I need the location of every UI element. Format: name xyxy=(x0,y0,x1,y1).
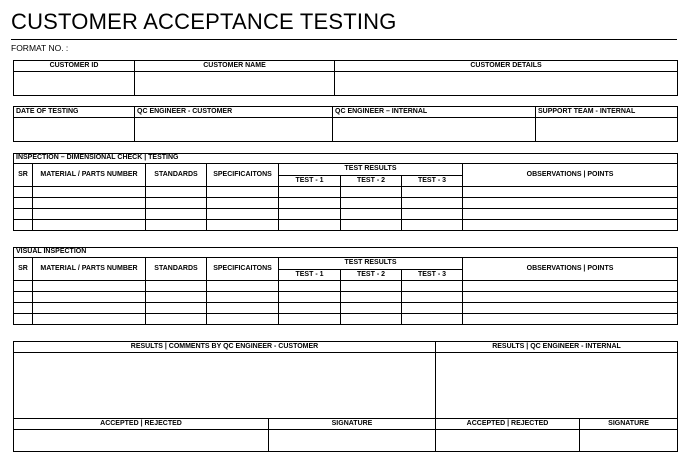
customer-name-header: CUSTOMER NAME xyxy=(135,61,335,72)
table-row xyxy=(14,281,678,292)
test-2-header: TEST - 2 xyxy=(341,176,402,187)
customer-details-header: CUSTOMER DETAILS xyxy=(335,61,678,72)
table-row xyxy=(14,198,678,209)
date-of-testing-header: DATE OF TESTING xyxy=(14,107,135,118)
internal-signature-header: SIGNATURE xyxy=(580,419,678,430)
test-1-header: TEST - 1 xyxy=(279,270,341,281)
title-divider xyxy=(11,39,677,40)
standards-header: STANDARDS xyxy=(146,164,207,187)
test-results-header: TEST RESULTS xyxy=(279,164,463,176)
internal-accepted-rejected-field[interactable] xyxy=(436,430,580,452)
observations-header: OBSERVATIONS | POINTS xyxy=(463,164,678,187)
customer-accepted-rejected-field[interactable] xyxy=(14,430,269,452)
testing-info-table xyxy=(13,106,678,142)
specifications-header: SPECIFICAITONS xyxy=(207,164,279,187)
standards-header: STANDARDS xyxy=(146,258,207,281)
internal-accepted-rejected-header: ACCEPTED | REJECTED xyxy=(436,419,580,430)
visual-inspection-table xyxy=(13,247,678,325)
material-parts-number-header: MATERIAL / PARTS NUMBER xyxy=(33,164,146,187)
test-3-header: TEST - 3 xyxy=(402,176,463,187)
test-1-header: TEST - 1 xyxy=(279,176,341,187)
internal-signature-field[interactable] xyxy=(580,430,678,452)
qc-engineer-customer-field[interactable] xyxy=(135,118,333,142)
table-row xyxy=(14,220,678,231)
customer-details-field[interactable] xyxy=(335,72,678,96)
format-number-label: FORMAT NO. : xyxy=(11,43,69,53)
customer-id-field[interactable] xyxy=(14,72,135,96)
support-team-internal-field[interactable] xyxy=(536,118,678,142)
material-parts-number-header: MATERIAL / PARTS NUMBER xyxy=(33,258,146,281)
support-team-internal-header: SUPPORT TEAM - INTERNAL xyxy=(536,107,678,118)
dimensional-inspection-table xyxy=(13,153,678,231)
test-3-header: TEST - 3 xyxy=(402,270,463,281)
visual-section-title: VISUAL INSPECTION xyxy=(14,248,678,258)
table-row xyxy=(14,303,678,314)
results-internal-comments-field[interactable] xyxy=(436,353,678,419)
customer-accepted-rejected-header: ACCEPTED | REJECTED xyxy=(14,419,269,430)
qc-engineer-internal-field[interactable] xyxy=(333,118,536,142)
test-results-header: TEST RESULTS xyxy=(279,258,463,270)
results-customer-comments-field[interactable] xyxy=(14,353,436,419)
sr-header: SR xyxy=(14,258,33,281)
page-title: CUSTOMER ACCEPTANCE TESTING xyxy=(11,9,397,34)
customer-table xyxy=(13,60,678,96)
qc-engineer-customer-header: QC ENGINEER - CUSTOMER xyxy=(135,107,333,118)
qc-engineer-internal-header: QC ENGINEER – INTERNAL xyxy=(333,107,536,118)
table-row xyxy=(14,314,678,325)
results-customer-header: RESULTS | COMMENTS BY QC ENGINEER - CUSTOMER xyxy=(14,342,436,353)
table-row xyxy=(14,187,678,198)
customer-signature-header: SIGNATURE xyxy=(269,419,436,430)
specifications-header: SPECIFICAITONS xyxy=(207,258,279,281)
customer-name-field[interactable] xyxy=(135,72,335,96)
observations-header: OBSERVATIONS | POINTS xyxy=(463,258,678,281)
sr-header: SR xyxy=(14,164,33,187)
results-internal-header: RESULTS | QC ENGINEER - INTERNAL xyxy=(436,342,678,353)
results-table xyxy=(13,341,678,452)
customer-id-header: CUSTOMER ID xyxy=(14,61,135,72)
dimensional-section-title: INSPECTION – DIMENSIONAL CHECK | TESTING xyxy=(14,154,678,164)
date-of-testing-field[interactable] xyxy=(14,118,135,142)
table-row xyxy=(14,209,678,220)
table-row xyxy=(14,292,678,303)
customer-signature-field[interactable] xyxy=(269,430,436,452)
test-2-header: TEST - 2 xyxy=(341,270,402,281)
